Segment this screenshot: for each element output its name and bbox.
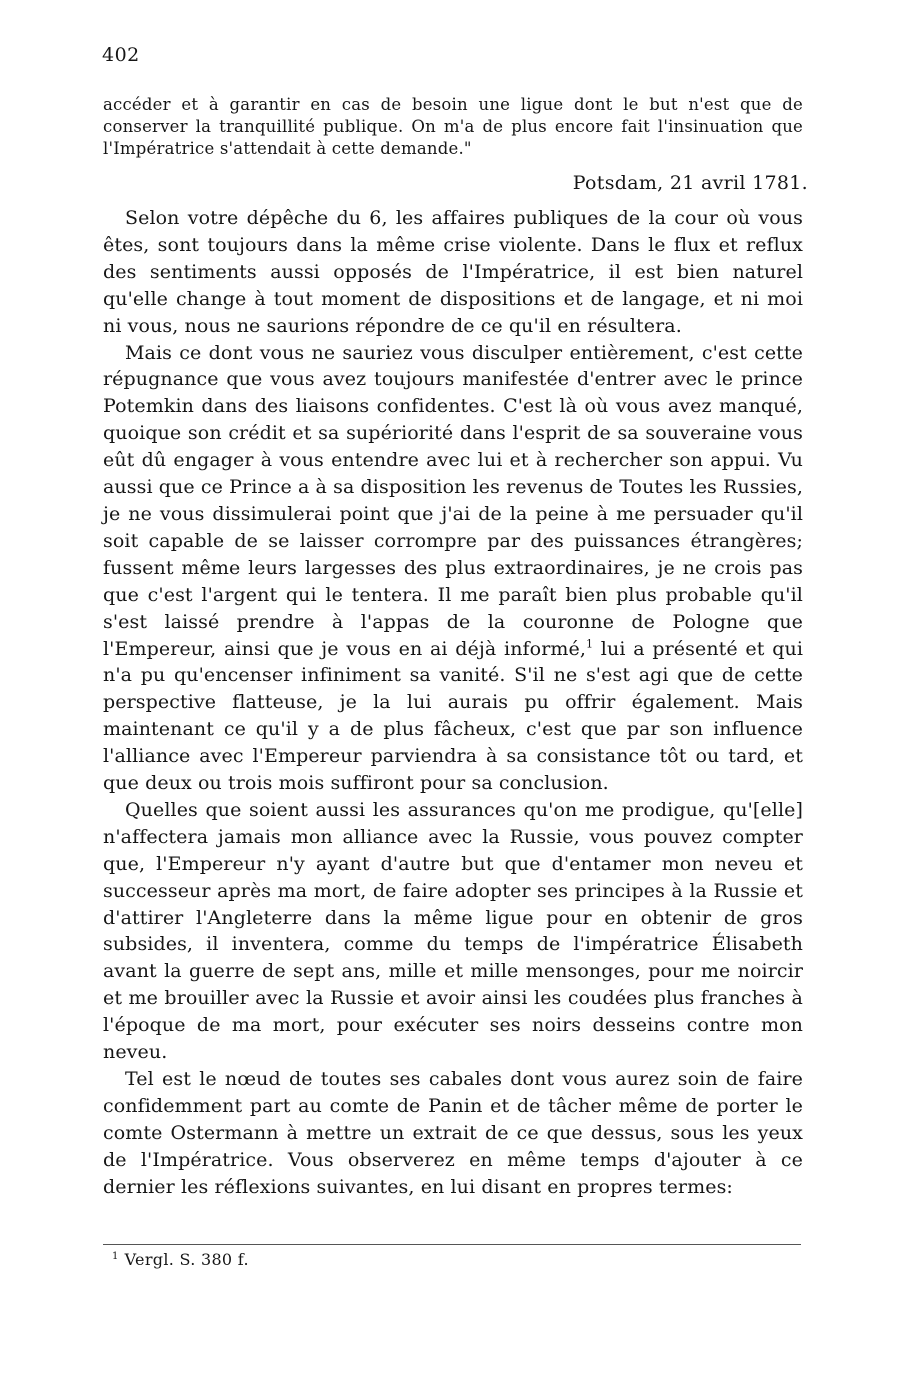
paragraph-2-part-b: lui a présenté et qui n'a pu qu'encenser infiniment sa vanité. S'il ne s'est agi que de cette perspective flatteuse, je la lui aurais pu offrir également. Mais maintenant ce qu'il y a de plus fâcheux, c'est que par son influence l'alliance avec l'Empereur parviendra à sa consistance tôt ou tard, et que deux ou trois mois suffiront pour sa conclusion. xyxy=(103,637,803,795)
paragraph-3: Quelles que soient aussi les assurances qu'on me prodigue, qu'[elle] n'affectera jamais mon alliance avec la Russie, vous pouvez compter que, l'Empereur n'y ayant d'autre but que d'entamer mon neveu et successeur après ma mort, de faire adopter ses principes à la Russie et d'attirer l'Angleterre dans la même ligue pour en obtenir de gros subsides, il inventera, comme du temps de l'impératrice Élisabeth avant la guerre de sept ans, mille et mille mensonges, pour me noircir et me brouiller avec la Russie et avoir ainsi les coudées plus franches à l'époque de ma mort, pour exécuter ses noirs desseins contre mon neveu. xyxy=(103,798,803,1064)
footnote xyxy=(112,1250,249,1269)
footnote-reference: 1 xyxy=(586,637,594,651)
paragraph-2 xyxy=(103,340,803,797)
dateline: Potsdam, 21 avril 1781. xyxy=(572,172,808,194)
page-number: 402 xyxy=(102,44,140,66)
footnote-divider xyxy=(103,1244,801,1245)
paragraph-1: Selon votre dépêche du 6, les affaires publiques de la cour où vous êtes, sont toujours dans la même crise violente. Dans le flux et reflux des sentiments aussi opposés de l'Impératrice, il est bien naturel qu'elle change à tout moment de dispositions et de langage, et ni moi ni vous, nous ne saurions répondre de ce qu'il en résultera. xyxy=(103,207,803,337)
quoted-passage: accéder et à garantir en cas de besoin une ligue dont le but n'est que de conserver la tranquillité publique. On m'a de plus encore fait l'insinuation que l'Impératrice s'attendait à cette demande." xyxy=(103,95,803,158)
paragraph-4: Tel est le nœud de toutes ses cabales dont vous aurez soin de faire confidemment part au comte de Panin et de tâcher même de porter le comte Ostermann à mettre un extrait de ce que dessus, sous les yeux de l'Impératrice. Vous observerez en même temps d'ajouter à ce dernier les réflexions suivantes, en lui disant en propres termes: xyxy=(103,1068,803,1198)
paragraph-2-part-a: Mais ce dont vous ne sauriez vous disculper entièrement, c'est cette répugnance que vous avez toujours manifestée d'entrer avec le prince Potemkin dans des liaisons confidentes. C'est là où vous avez manqué, quoique son crédit et sa supériorité dans l'esprit de sa souveraine vous eût dû engager à vous entendre avec lui et à rechercher son appui. Vu aussi que ce Prince a à sa disposition les revenus de Toutes les Russies, je ne vous dissimulerai point que j'ai de la peine à me persuader qu'il soit capable de se laisser corrompre par des puissances étrangères; fussent même leurs largesses des plus extraordinaires, je ne crois pas que c'est l'argent qui le tentera. Il me paraît bien plus probable qu'il s'est laissé prendre à l'appas de la couronne de Pologne que l'Empereur, ainsi que je vous en ai déjà informé, xyxy=(103,341,803,660)
footnote-mark: 1 xyxy=(112,1250,119,1262)
footnote-text: Vergl. S. 380 f. xyxy=(124,1250,249,1269)
letter-body xyxy=(103,205,803,1201)
